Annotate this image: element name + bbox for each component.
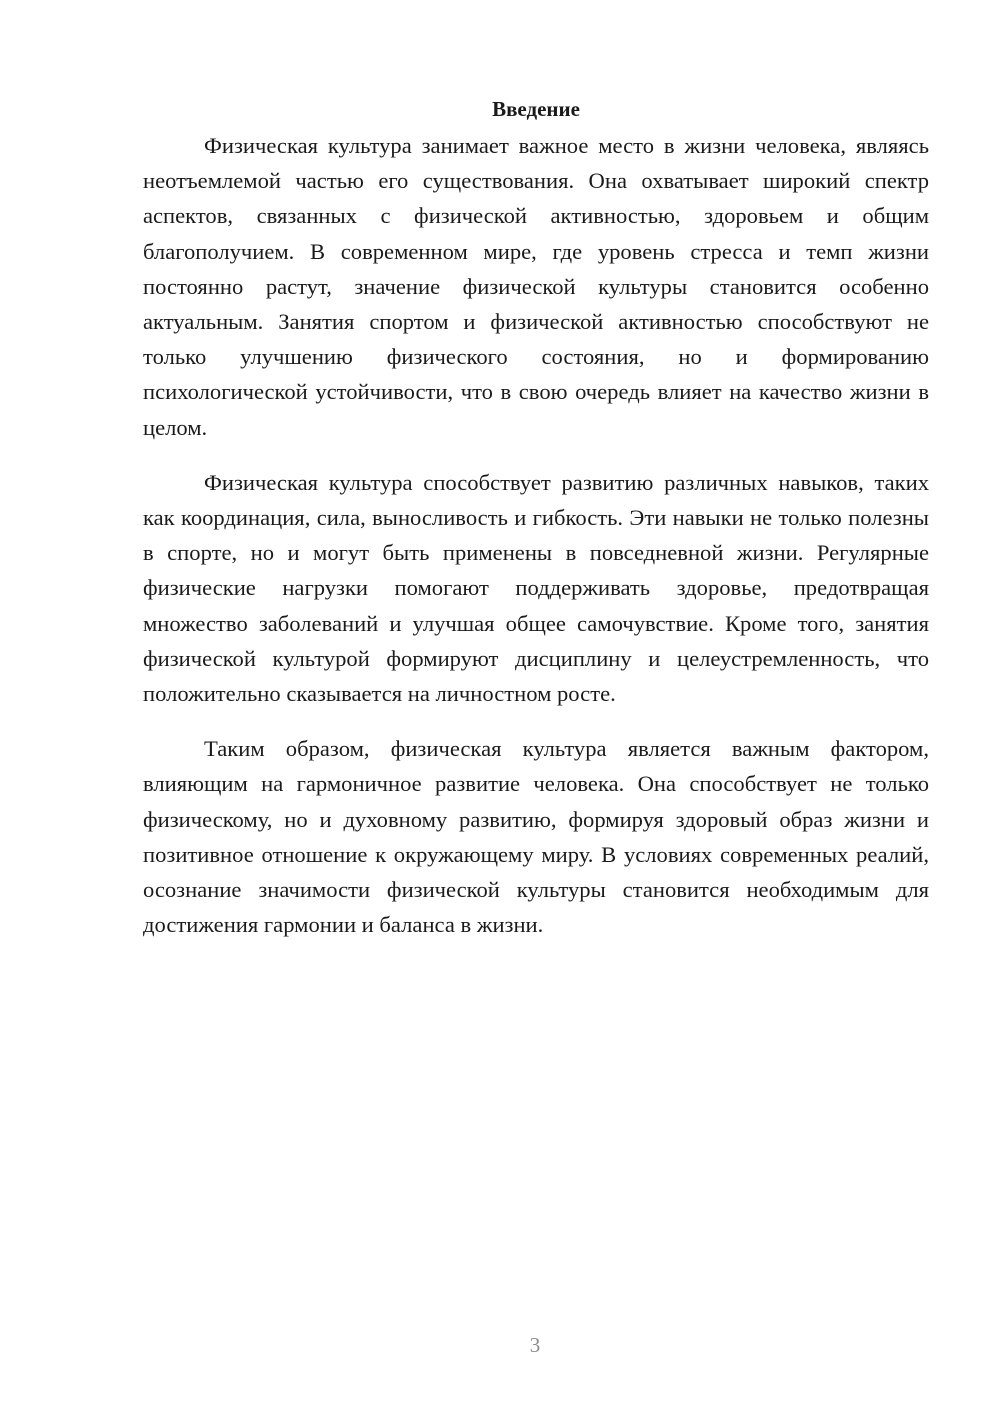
paragraph-2: Физическая культура способствует развитию различных навыков, таких как координация, сила, выносливость и гибкость. Эти навыки не только полезны в спорте, но и могут быть применены в повседневной жизни. Регулярные физические нагрузки помогают поддерживать здоровье, предотвращая множество заболеваний и улучшая общее самочувствие. Кроме того, занятия физической культурой формируют дисциплину и целеустремленность, что положительно сказывается на личностном росте. <box>143 469 929 707</box>
section-heading: Введение <box>492 97 580 121</box>
page-number: 3 <box>529 1333 541 1357</box>
document-body <box>143 92 929 942</box>
paragraph-3: Таким образом, физическая культура является важным фактором, влияющим на гармоничное развитие человека. Она способствует не только физическому, но и духовному развитию, формируя здоровый образ жизни и позитивное отношение к окружающему миру. В условиях современных реалий, осознание значимости физической культуры становится необходимым для достижения гармонии и баланса в жизни. <box>143 736 929 938</box>
paragraph-1: Физическая культура занимает важное место в жизни человека, являясь неотъемлемой частью его существования. Она охватывает широкий спектр аспектов, связанных с физической активностью, здоровьем и общим благополучием. В современном мире, где уровень стресса и темп жизни постоянно растут, значение физической культуры становится особенно актуальным. Занятия спортом и физической активностью способствуют не только улучшению физического состояния, но и формированию психологической устойчивости, что в свою очередь влияет на качество жизни в целом. <box>143 133 929 440</box>
